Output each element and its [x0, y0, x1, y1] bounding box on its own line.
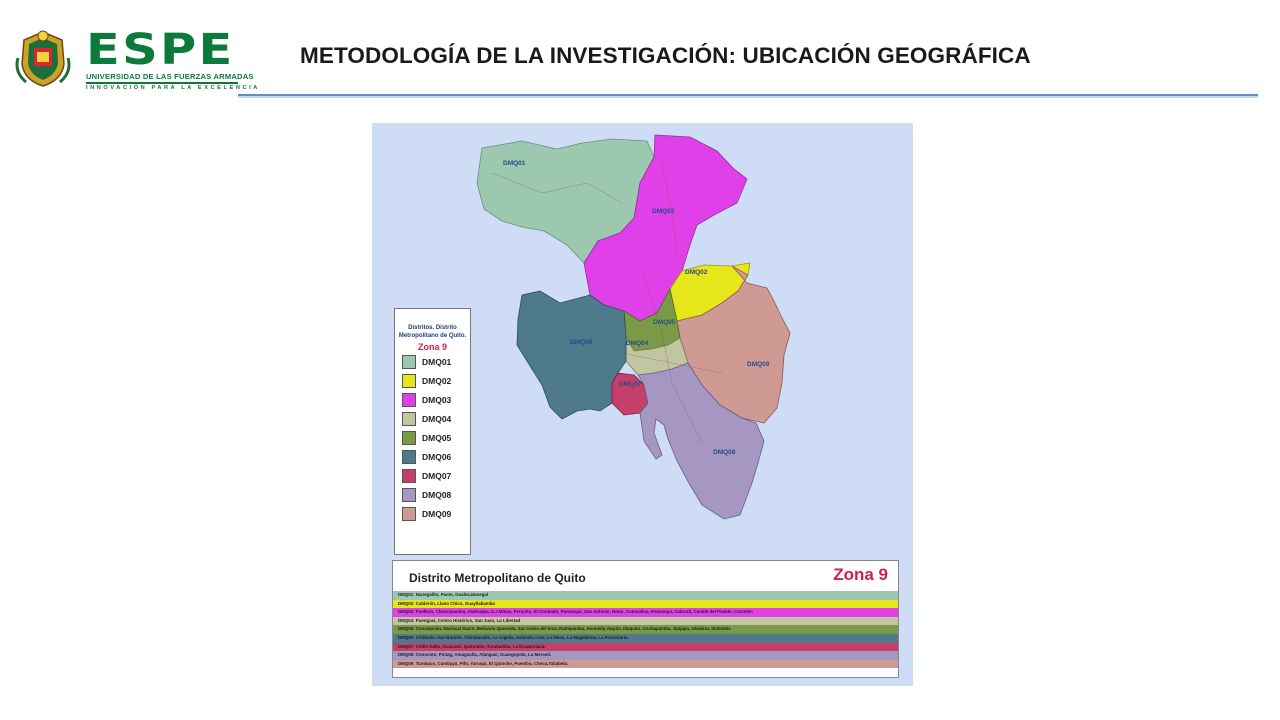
table-row: DMQ06: Chilibulo, San Bartolo, Chimbacalle, La Argelia, Solanda, Lloa, La Mena, La Magdalena, La Ferroviaria.: [393, 634, 898, 643]
legend-item: [402, 390, 470, 409]
legend-items: [395, 352, 470, 523]
map-label-dmq09: DMQ09: [747, 361, 770, 368]
district-map: [372, 123, 913, 686]
legend-swatch: [402, 507, 416, 521]
table-row: DMQ01: Nanegalito, Pacto, Gualea,Nanegal: [393, 591, 898, 600]
legend-swatch: [402, 488, 416, 502]
legend-swatch: [402, 431, 416, 445]
table-rows: [393, 591, 898, 668]
legend-item: [402, 428, 470, 447]
legend-item: [402, 485, 470, 504]
table-row: DMQ04: Puengasí, Centro Histórico, San Juan, La Libertad: [393, 617, 898, 626]
map-legend: [394, 308, 471, 555]
legend-swatch: [402, 355, 416, 369]
legend-swatch: [402, 412, 416, 426]
legend-label: DMQ02: [422, 375, 452, 386]
table-row: DMQ05: Concepción, Mariscal Sucre, Belisario Quevedo, San Isidro del Inca, Rumipamba, Kennedy, Nayón, Iñaquito, Cochapamba, Jipijapa, Zámbiza, Itchimbía: [393, 625, 898, 634]
legend-label: DMQ01: [422, 356, 452, 367]
legend-zone: Zona 9: [417, 342, 447, 352]
district-dmq06: [517, 291, 626, 419]
table-row: DMQ07: Chillo Gallo, Guamaní, Quitumbe, Turubamba, La Ecuatoriana.: [393, 643, 898, 652]
logo-motto: INNOVACIÓN PARA LA EXCELENCIA: [86, 85, 260, 91]
logo-name: ESPE: [86, 25, 235, 75]
legend-label: DMQ05: [422, 432, 452, 443]
map-label-dmq05: DMQ05: [653, 319, 676, 326]
table-row: DMQ03: Puellaro, Chavezpamba, Atahualpa, S.J.Minas, Perucho, El Condado, Pomasqui, San Antonio, Nono, Cotocollao, Pomasqui, Calacalí, Comité del Pueblo, Carcelén: [393, 608, 898, 617]
map-label-dmq01: DMQ01: [503, 160, 526, 167]
legend-heading: Distritos. Distrito Metropolitano de Quito.: [398, 325, 467, 339]
legend-label: DMQ07: [422, 470, 452, 481]
map-label-dmq04: DMQ04: [626, 340, 649, 347]
legend-item: [402, 447, 470, 466]
legend-label: DMQ03: [422, 394, 452, 405]
slide-title: METODOLOGÍA DE LA INVESTIGACIÓN: UBICACIÓN GEOGRÁFICA: [300, 43, 1031, 68]
legend-item: [402, 466, 470, 485]
table-title: Distrito Metropolitano de Quito: [409, 571, 586, 585]
map-label-dmq07: DMQ07: [619, 381, 642, 388]
legend-item: [402, 352, 470, 371]
legend-item: [402, 504, 470, 523]
legend-swatch: [402, 393, 416, 407]
university-seal-icon: [14, 28, 72, 90]
logo-wordmark: [86, 25, 260, 91]
legend-label: DMQ09: [422, 508, 452, 519]
map-label-dmq06: DMQ06: [570, 339, 593, 346]
map-label-dmq02: DMQ02: [685, 269, 708, 276]
map-label-dmq03: DMQ03: [652, 208, 675, 215]
legend-swatch: [402, 374, 416, 388]
district-table: [392, 560, 899, 678]
legend-item: [402, 371, 470, 390]
map-label-dmq08: DMQ08: [713, 449, 736, 456]
legend-label: DMQ04: [422, 413, 452, 424]
legend-label: DMQ06: [422, 451, 452, 462]
legend-item: [402, 409, 470, 428]
legend-swatch: [402, 450, 416, 464]
table-row: DMQ08: Conocoto, Pintag, Amaguaña, Alangasí, Guangopolo, La Merced.: [393, 651, 898, 660]
espe-logo: [14, 25, 260, 94]
legend-label: DMQ08: [422, 489, 452, 500]
table-row: DMQ02: Calderón, Llano Chico, Guayllabamba: [393, 600, 898, 609]
legend-swatch: [402, 469, 416, 483]
title-underline-shadow: [238, 96, 1258, 98]
logo-university: UNIVERSIDAD DE LAS FUERZAS ARMADAS: [86, 72, 254, 81]
table-zone: Zona 9: [833, 565, 888, 584]
logo-divider: [86, 82, 238, 84]
table-row: DMQ09: Tumbaco, Cumbayá, Pifo, Yaruquí, El Quinche, Puembo, Checa,Tababela.: [393, 660, 898, 669]
